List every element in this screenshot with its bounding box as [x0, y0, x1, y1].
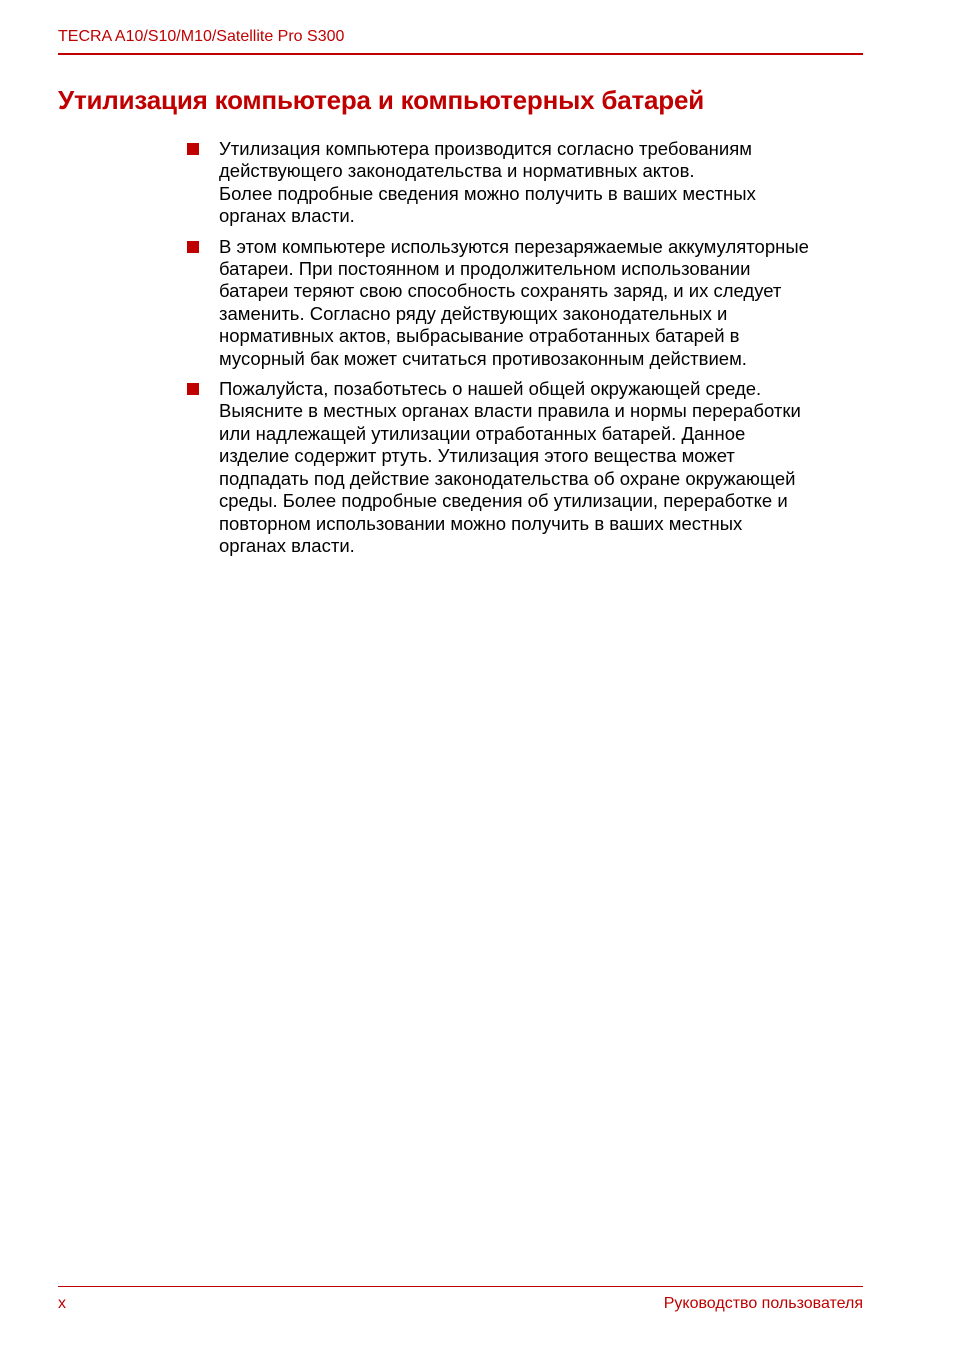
- bullet-text: [219, 236, 867, 370]
- bullet-line: Утилизация компьютера производится согласно требованиям: [219, 138, 752, 159]
- bullet-line: среды. Более подробные сведения об утилизации, переработке и: [219, 490, 788, 512]
- bullet-line: батареи. При постоянном и продолжительном использовании: [219, 258, 751, 280]
- page-number: x: [58, 1295, 66, 1312]
- bullet-line: нормативных актов, выбрасывание отработанных батарей в: [219, 325, 740, 347]
- running-footer-title: Руководство пользователя: [663, 1295, 863, 1312]
- square-bullet-icon: [187, 241, 199, 253]
- square-bullet-icon: [187, 143, 199, 155]
- bullet-line: органах власти.: [219, 205, 355, 227]
- bullet-line: действующего законодательства и нормативных актов.: [219, 160, 695, 182]
- bullet-line: В этом компьютере используются перезаряжаемые аккумуляторные: [219, 235, 809, 257]
- bullet-line: заменить. Согласно ряду действующих законодательных и: [219, 302, 728, 324]
- bullet-line: Пожалуйста, позаботьтесь о нашей общей окружающей среде.: [219, 378, 762, 400]
- square-bullet-icon: [187, 383, 199, 395]
- bullet-line: органах власти.: [219, 534, 355, 556]
- bullet-line: Более подробные сведения можно получить в ваших местных: [219, 182, 756, 204]
- section-heading: Утилизация компьютера и компьютерных батарей: [58, 85, 705, 115]
- footer-divider: [58, 1286, 863, 1287]
- bullet-text: [219, 378, 867, 557]
- header-divider: [58, 53, 863, 55]
- bullet-line: изделие содержит ртуть. Утилизация этого вещества может: [219, 445, 735, 467]
- running-header-title: TECRA A10/S10/M10/Satellite Pro S300: [58, 28, 345, 45]
- bullet-item: [187, 378, 867, 557]
- bullet-line: повторном использовании можно получить в ваших местных: [219, 512, 743, 534]
- bullet-line: подпадать под действие законодательства об охране окружающей: [219, 467, 796, 489]
- bullet-text: [219, 138, 867, 228]
- bullet-list: [187, 138, 867, 565]
- bullet-line: Выясните в местных органах власти правила и нормы переработки: [219, 400, 801, 422]
- bullet-line: мусорный бак может считаться противозаконным действием.: [219, 347, 747, 369]
- bullet-line: или надлежащей утилизации отработанных батарей. Данное: [219, 422, 746, 444]
- bullet-line: батареи теряют свою способность сохранять заряд, и их следует: [219, 280, 782, 302]
- bullet-item: [187, 138, 867, 228]
- bullet-item: [187, 236, 867, 370]
